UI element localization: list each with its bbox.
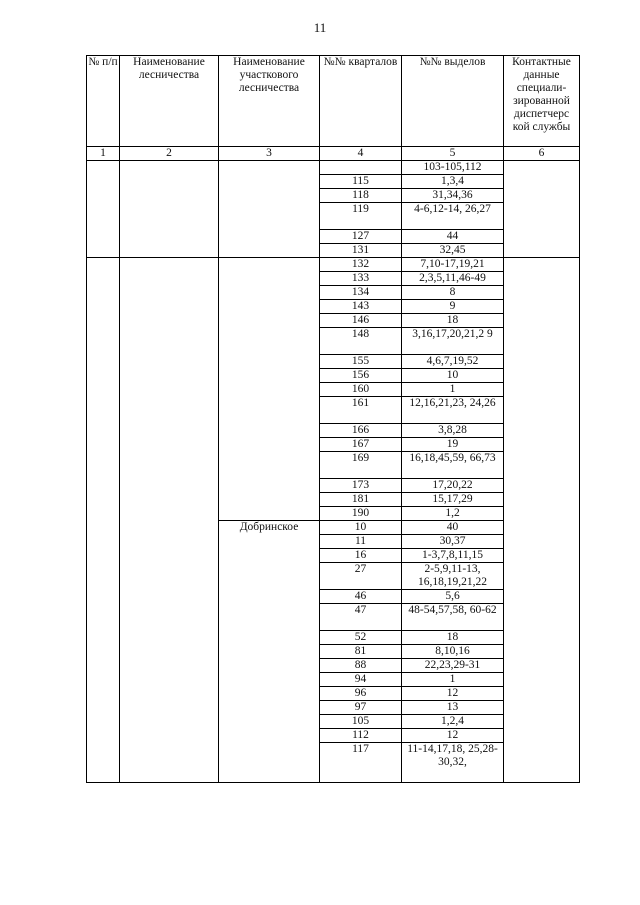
quarter-cell: 112 <box>320 729 402 743</box>
district-forestry-cell: Добринское <box>219 521 320 783</box>
plots-cell: 4-6,12-14, 26,27 <box>402 203 504 230</box>
quarter-cell: 132 <box>320 258 402 272</box>
quarter-cell: 11 <box>320 535 402 549</box>
quarter-cell: 10 <box>320 521 402 535</box>
plots-cell: 2-5,9,11-13, 16,18,19,21,22 <box>402 563 504 590</box>
column-number: 6 <box>504 147 580 161</box>
plots-cell: 44 <box>402 230 504 244</box>
header-quarters: №№ кварталов <box>320 56 402 147</box>
quarter-cell: 46 <box>320 590 402 604</box>
quarter-cell: 148 <box>320 328 402 355</box>
plots-cell: 9 <box>402 300 504 314</box>
plots-cell: 22,23,29-31 <box>402 659 504 673</box>
quarter-cell: 190 <box>320 507 402 521</box>
plots-cell: 2,3,5,11,46-49 <box>402 272 504 286</box>
quarter-cell: 97 <box>320 701 402 715</box>
quarter-cell: 118 <box>320 189 402 203</box>
plots-cell: 12 <box>402 729 504 743</box>
header-row <box>87 56 580 147</box>
plots-cell: 10 <box>402 369 504 383</box>
plots-cell: 12 <box>402 687 504 701</box>
quarter-cell: 160 <box>320 383 402 397</box>
header-forestry: Наименование лесничества <box>120 56 219 147</box>
page-number: 11 <box>313 20 327 35</box>
plots-cell: 18 <box>402 631 504 645</box>
plots-cell: 17,20,22 <box>402 479 504 493</box>
quarter-cell: 169 <box>320 452 402 479</box>
quarter-cell: 27 <box>320 563 402 590</box>
quarter-cell: 52 <box>320 631 402 645</box>
plots-cell: 18 <box>402 314 504 328</box>
quarter-cell: 143 <box>320 300 402 314</box>
column-number: 5 <box>402 147 504 161</box>
plots-cell: 31,34,36 <box>402 189 504 203</box>
column-number: 3 <box>219 147 320 161</box>
column-number: 2 <box>120 147 219 161</box>
plots-cell: 40 <box>402 521 504 535</box>
column-number: 1 <box>87 147 120 161</box>
table-row <box>87 161 580 175</box>
quarter-cell: 96 <box>320 687 402 701</box>
quarter-cell: 134 <box>320 286 402 300</box>
plots-cell: 32,45 <box>402 244 504 258</box>
quarter-cell: 94 <box>320 673 402 687</box>
row-number-cell <box>87 258 120 783</box>
column-number-row <box>87 147 580 161</box>
header-contacts: Контактные данные специали-зированной диспетчерс кой службы <box>504 56 580 147</box>
plots-cell: 1,2,4 <box>402 715 504 729</box>
quarter-cell: 115 <box>320 175 402 189</box>
quarter-cell: 161 <box>320 397 402 424</box>
column-number: 4 <box>320 147 402 161</box>
plots-cell: 1-3,7,8,11,15 <box>402 549 504 563</box>
quarter-cell: 119 <box>320 203 402 230</box>
quarter-cell: 181 <box>320 493 402 507</box>
quarter-cell: 81 <box>320 645 402 659</box>
forestry-cell <box>120 161 219 258</box>
quarter-cell: 133 <box>320 272 402 286</box>
district-forestry-cell <box>219 161 320 258</box>
quarter-cell: 155 <box>320 355 402 369</box>
plots-cell: 1,2 <box>402 507 504 521</box>
row-number-cell <box>87 161 120 258</box>
forestry-cell <box>120 258 219 783</box>
plots-cell: 4,6,7,19,52 <box>402 355 504 369</box>
quarter-cell <box>320 161 402 175</box>
plots-cell: 8,10,16 <box>402 645 504 659</box>
plots-cell: 3,16,17,20,21,2 9 <box>402 328 504 355</box>
plots-cell: 103-105,112 <box>402 161 504 175</box>
table-row <box>87 258 580 272</box>
contacts-cell <box>504 258 580 783</box>
plots-cell: 1 <box>402 673 504 687</box>
quarter-cell: 131 <box>320 244 402 258</box>
plots-cell: 30,37 <box>402 535 504 549</box>
plots-cell: 5,6 <box>402 590 504 604</box>
quarter-cell: 16 <box>320 549 402 563</box>
forestry-table <box>86 55 580 783</box>
contacts-cell <box>504 161 580 258</box>
header-number: № п/п <box>87 56 120 147</box>
header-plots: №№ выделов <box>402 56 504 147</box>
plots-cell: 1 <box>402 383 504 397</box>
quarter-cell: 117 <box>320 743 402 783</box>
plots-cell: 7,10-17,19,21 <box>402 258 504 272</box>
plots-cell: 12,16,21,23, 24,26 <box>402 397 504 424</box>
quarter-cell: 146 <box>320 314 402 328</box>
plots-cell: 8 <box>402 286 504 300</box>
plots-cell: 13 <box>402 701 504 715</box>
quarter-cell: 166 <box>320 424 402 438</box>
quarter-cell: 156 <box>320 369 402 383</box>
plots-cell: 48-54,57,58, 60-62 <box>402 604 504 631</box>
plots-cell: 16,18,45,59, 66,73 <box>402 452 504 479</box>
plots-cell: 1,3,4 <box>402 175 504 189</box>
quarter-cell: 47 <box>320 604 402 631</box>
quarter-cell: 88 <box>320 659 402 673</box>
plots-cell: 15,17,29 <box>402 493 504 507</box>
plots-cell: 3,8,28 <box>402 424 504 438</box>
quarter-cell: 127 <box>320 230 402 244</box>
district-forestry-cell <box>219 258 320 521</box>
plots-cell: 11-14,17,18, 25,28-30,32, <box>402 743 504 783</box>
plots-cell: 19 <box>402 438 504 452</box>
quarter-cell: 105 <box>320 715 402 729</box>
quarter-cell: 173 <box>320 479 402 493</box>
quarter-cell: 167 <box>320 438 402 452</box>
header-district-forestry: Наименование участкового лесничества <box>219 56 320 147</box>
